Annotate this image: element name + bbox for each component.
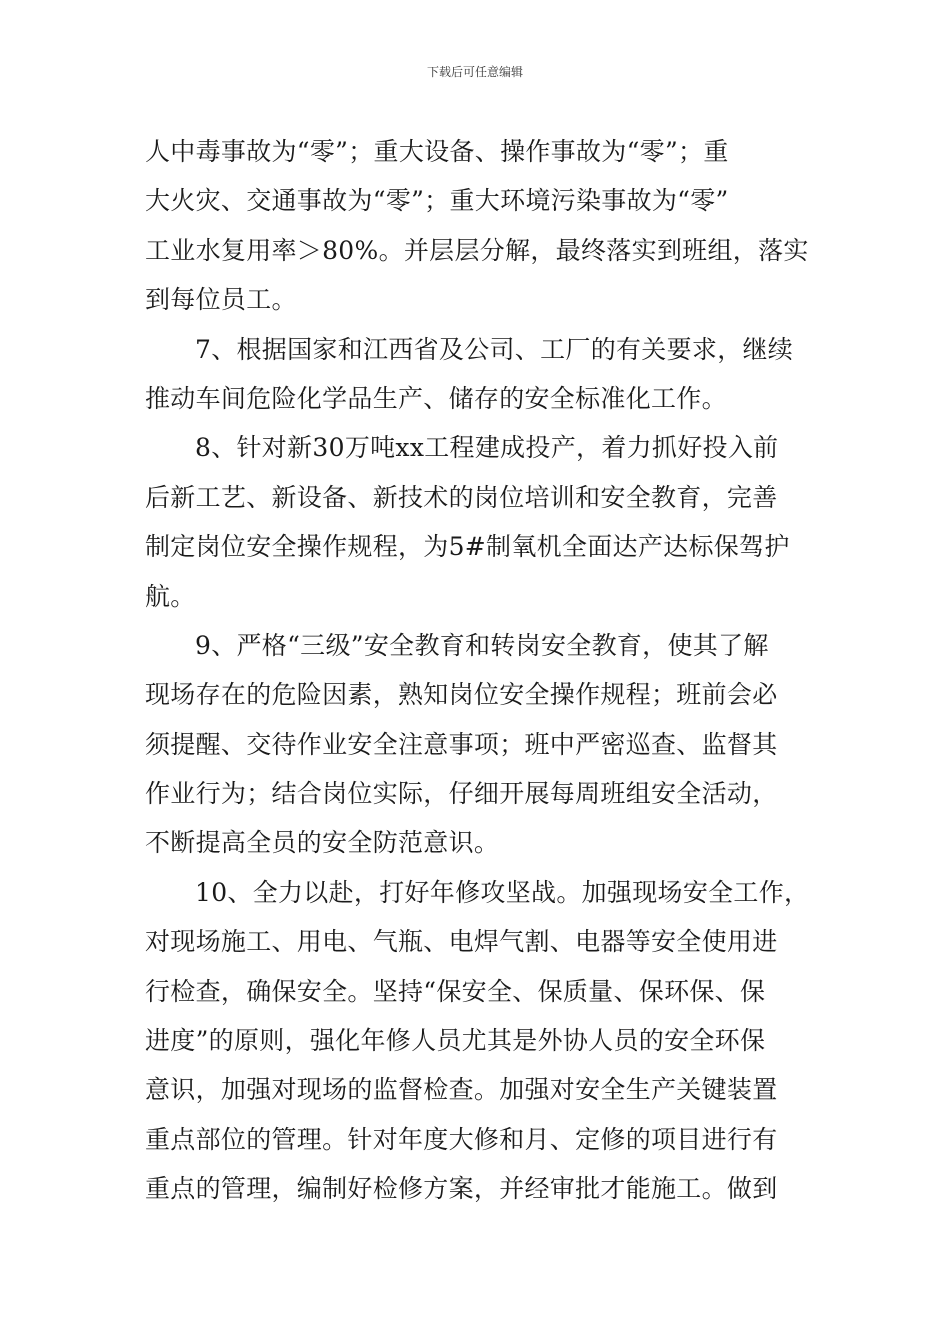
text-line: 进度”的原则，强化年修人员尤其是外协人员的安全环保: [145, 1026, 766, 1056]
text-line: 人中毒事故为“零”；重大设备、操作事故为“零”；重: [145, 137, 729, 166]
text-line: 后新工艺、新设备、新技术的岗位培训和安全教育，完善: [145, 482, 778, 512]
document-body: [145, 127, 835, 1214]
text-line: 制定岗位安全操作规程，为5#制氧机全面达产达标保驾护: [145, 532, 790, 562]
text-line: 重点部位的管理。针对年度大修和月、定修的项目进行有: [145, 1124, 778, 1154]
text-line: 现场存在的危险因素，熟知岗位安全操作规程；班前会必: [145, 680, 778, 710]
paragraph-start-line: 10、全力以赴，打好年修攻坚战。加强现场安全工作，: [195, 877, 810, 907]
text-line: 到每位员工。: [145, 285, 297, 315]
text-line: 对现场施工、用电、气瓶、电焊气割、电器等安全使用进: [145, 927, 778, 957]
paragraph-start-line: 7、根据国家和江西省及公司、工厂的有关要求，继续: [195, 334, 794, 364]
text-line: 航。: [145, 581, 196, 611]
paragraph-start-line: 9、严格“三级”安全教育和转岗安全教育，使其了解: [195, 630, 769, 660]
text-line: 行检查，确保安全。坚持“保安全、保质量、保环保、保: [145, 976, 766, 1006]
text-line: 须提醒、交待作业安全注意事项；班中严密巡查、监督其: [145, 729, 778, 759]
page-header: 下载后可任意编辑: [426, 65, 523, 79]
text-line: 意识，加强对现场的监督检查。加强对安全生产关键装置: [145, 1075, 778, 1105]
text-line: 工业水复用率＞80%。并层层分解，最终落实到班组，落实: [145, 235, 809, 265]
text-line: 大火灾、交通事故为“零”；重大环境污染事故为“零”: [145, 186, 729, 216]
paragraph-start-line: 8、针对新30万吨xx工程建成投产，着力抓好投入前: [195, 433, 779, 463]
text-line: 推动车间危险化学品生产、储存的安全标准化工作。: [145, 383, 727, 413]
text-line: 重点的管理，编制好检修方案，并经审批才能施工。做到: [145, 1174, 778, 1204]
text-line: 作业行为；结合岗位实际，仔细开展每周班组安全活动，: [145, 779, 778, 809]
text-line: 不断提高全员的安全防范意识。: [145, 828, 500, 858]
